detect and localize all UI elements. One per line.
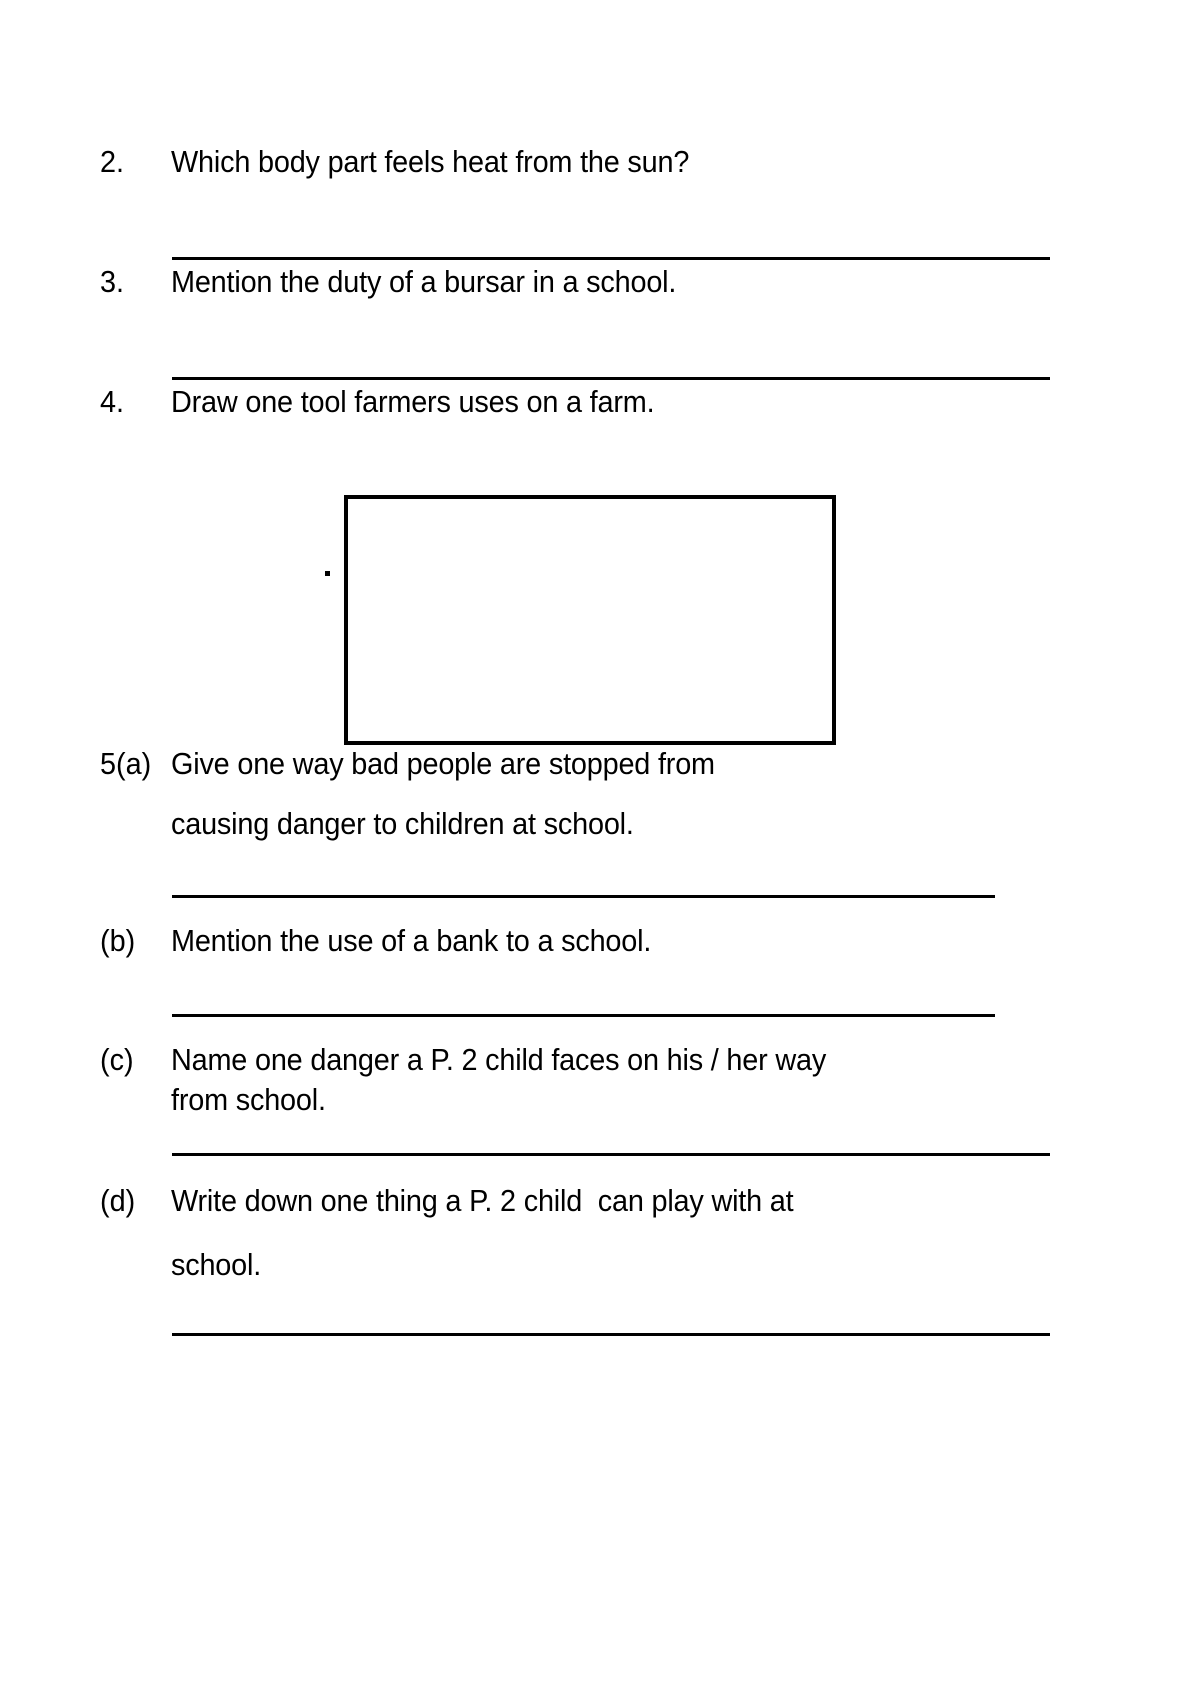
question-5d-text-line-1: Write down one thing a P. 2 child can play with at	[171, 1183, 794, 1218]
drawing-answer-box[interactable]	[344, 495, 836, 745]
question-5a-text-line-2: causing danger to children at school.	[171, 806, 634, 841]
question-3-number: 3.	[100, 264, 125, 299]
question-5d-number: (d)	[100, 1183, 136, 1218]
question-4-number: 4.	[100, 384, 125, 419]
drawing-box-edge-tick-mark	[325, 571, 330, 576]
answer-line-question-2[interactable]	[172, 257, 1050, 260]
answer-line-question-5b[interactable]	[172, 1014, 995, 1017]
answer-line-question-5d[interactable]	[172, 1333, 1050, 1336]
question-5b-number: (b)	[100, 923, 136, 958]
question-2-number: 2.	[100, 144, 125, 179]
answer-line-question-5a[interactable]	[172, 895, 995, 898]
question-5a-text-line-1: Give one way bad people are stopped from	[171, 746, 715, 781]
answer-line-question-3[interactable]	[172, 377, 1050, 380]
question-5b-text: Mention the use of a bank to a school.	[171, 923, 652, 958]
question-3-text: Mention the duty of a bursar in a school.	[171, 264, 677, 299]
question-5c-number: (c)	[100, 1042, 134, 1077]
question-5a-number: 5(a)	[100, 746, 152, 781]
question-2-text: Which body part feels heat from the sun?	[171, 144, 690, 179]
question-4-text: Draw one tool farmers uses on a farm.	[171, 384, 655, 419]
answer-line-question-5c[interactable]	[172, 1153, 1050, 1156]
question-5d-text-line-2: school.	[171, 1247, 262, 1282]
question-5c-text-line-2: from school.	[171, 1082, 326, 1117]
question-5c-text-line-1: Name one danger a P. 2 child faces on his / her way	[171, 1042, 827, 1077]
